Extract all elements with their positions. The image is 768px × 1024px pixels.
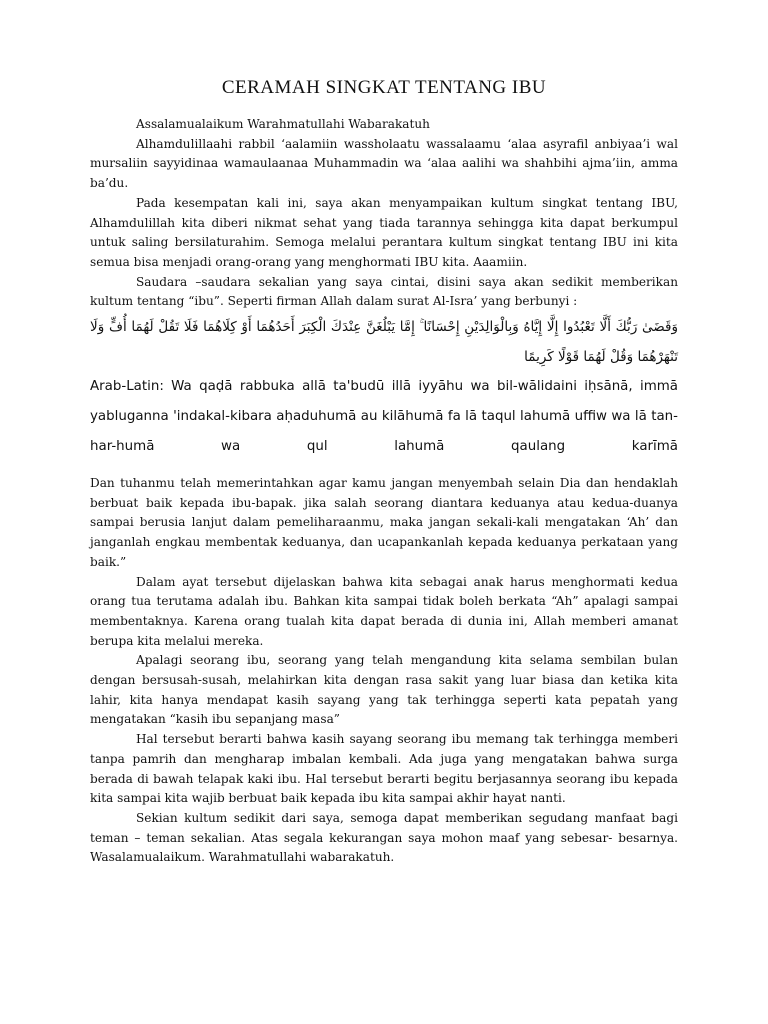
page-title: CERAMAH SINGKAT TENTANG IBU [221,77,547,98]
introduction-paragraph: Pada kesempatan kali ini, saya akan menyampaikan kultum singkat tentang IBU, Alhamdulillah kita diberi nikmat sehat yang tiada tarannya sehingga kita dapat berkumpul untuk saling bersilaturahim. Semoga melalui perantara kultum singkat tentang IBU ini kita semua bisa menjadi orang-orang yang menghormati IBU kita. Aaamiin. [90,195,678,269]
greeting-paragraph: Assalamualaikum Warahmatullahi Wabarakatuh [136,117,430,131]
latin-transliteration: Arab-Latin: Wa qaḍā rabbuka allā ta'budū illā iyyāhu wa bil-wālidaini iḥsānā, immā yabluganna 'indakal-kibara aḥaduhumā au kilāhumā fa lā taqul lahumā uffiw wa lā tan-har-humā wa qul lahumā qaulang karīmā [90,379,678,455]
translation-paragraph: Dan tuhanmu telah memerintahkan agar kamu jangan menyembah selain Dia dan hendaklah berbuat baik kepada ibu-bapak. jika salah seorang diantara keduanya atau kedua-duanya sampai berusia lanjut dalam pemeliharaanmu, maka jangan sekali-kali mengatakan ‘Ah’ dan janganlah engkau membentak keduanya, dan ucapankanlah kepada keduanya perkataan yang baik.” [90,476,678,569]
verse-intro-paragraph: Saudara –saudara sekalian yang saya cintai, disini saya akan sedikit memberikan kultum tentang “ibu”. Seperti firman Allah dalam surat Al-Isra’ yang berbunyi : [90,274,678,309]
closing-paragraph: Sekian kultum sedikit dari saya, semoga dapat memberikan segudang manfaat bagi teman – teman sekalian. Atas segala kekurangan saya mohon maaf yang sebesar- besarnya. Wasalamualaikum. Warahmatullahi wabarakatuh. [90,810,678,865]
mother-paragraph: Apalagi seorang ibu, seorang yang telah mengandung kita selama sembilan bulan dengan bersusah-susah, melahirkan kita dengan rasa sakit yang luar biasa dan ketika kita lahir, kita hanya mendapat kasih sayang yang tak terhingga seperti kata pepatah yang mengatakan “kasih ibu sepanjang masa” [90,653,678,727]
arabic-verse: وَقَضَىٰ رَبُّكَ أَلَّا تَعْبُدُوا إِلَّا إِيَّاهُ وَبِالْوَالِدَيْنِ إِحْسَانًا ۚ إِمَّا يَبْلُغَنَّ عِنْدَكَ الْكِبَرَ أَحَدُهُمَا أَوْ كِلَاهُمَا فَلَا تَقُلْ لَهُمَا أُفٍّ وَلَا تَنْهَرْهُمَا وَقُلْ لَهُمَا قَوْلًا كَرِيمًا [90,319,678,366]
opening-paragraph: Alhamdulillaahi rabbil ‘aalamiin wassholaatu wassalaamu ‘alaa asyrafil anbiyaa’i wal mursaliin sayyidinaa wamaulaanaa Muhammadin wa ‘alaa aalihi wa shahbihi ajma’iin, amma ba’du. [90,136,678,191]
mother-love-paragraph: Hal tersebut berarti bahwa kasih sayang seorang ibu memang tak terhingga memberi tanpa pamrih dan mengharap imbalan kembali. Ada juga yang mengatakan bahwa surga berada di bawah telapak kaki ibu. Hal tersebut berarti begitu berjasannya seorang ibu kepada kita sampai kita wajib berbuat baik kepada ibu kita sampai akhir hayat nanti. [90,732,678,806]
document-body [90,115,678,868]
explanation-paragraph: Dalam ayat tersebut dijelaskan bahwa kita sebagai anak harus menghormati kedua orang tua terutama adalah ibu. Bahkan kita sampai tidak boleh berkata “Ah” apalagi sampai membentaknya. Karena orang tualah kita dapat berada di dunia ini, Allah memberi amanat berupa kita melalui mereka. [90,574,678,648]
